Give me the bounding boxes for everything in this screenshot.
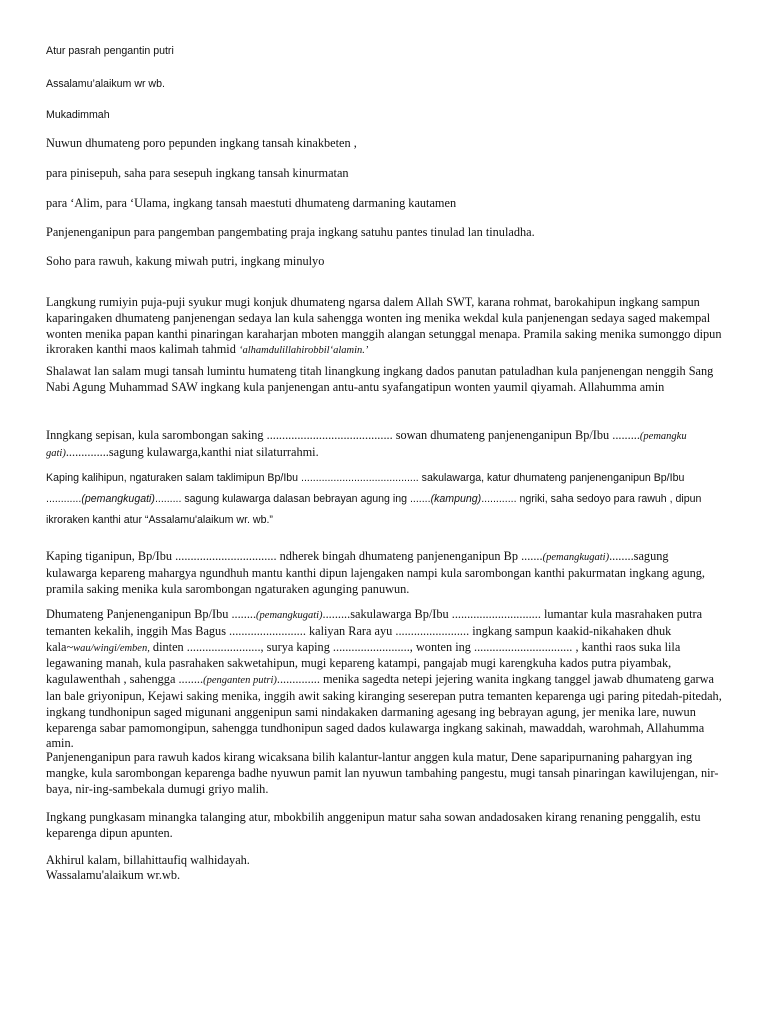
paragraph-text: Kaping kalihipun, ngaturaken salam taklimipun Bp/Ibu ........................................ sakulawarga, katur dhumateng panjenenganipun Bp/Ibu ............ [46,472,685,505]
paragraph-text: dinten ........................, surya kaping ........................., wonten ing ................................ , kanthi raos suka lila legawaning manah, kula pasrahaken sakwetahipun, mugi kepareng katampi, pangajab mugi karengkuha kados putra piyambak, kagulawenthah , sahengga ........ [46,639,681,687]
paragraph-text: ..............sagung kulawarga,kanthi niat silaturrahmi. [65,444,319,459]
paragraph-text: Langkung rumiyin puja-puji syukur mugi konjuk dhumateng ngarsa dalem Allah SWT, karana rohmat, barokahipun ingkang sampun kaparingaken dhumateng panjenengan sedaya lan kula sahengga wonten ing menika wekdal kula panjenengan sedaya saged makempal wonten menika papan kanthi pinaringan karaharjan mboten manggih alangan setunggal menapa. Pramila saking menika sumonggo dipun ikroraken kanthi maos kalimah tahmid [46,295,722,357]
paragraph-text: Kaping tiganipun, Bp/Ibu ................................. ndherek bingah dhumateng panjenenganipun Bp ....... [46,549,543,563]
italic-note: wau/wingi/emben, [73,642,150,654]
italic-note: (pemangku gati) [46,431,687,459]
italic-note: (pemangkugati) [81,493,155,505]
paragraph-text: ......... sagung kulawarga dalasan bebrayan agung ing ....... [154,493,431,505]
italic-note: (pemangkugati) [542,552,610,563]
greeting-line: para ‘Alim, para ‘Ulama, ingkang tansah maestuti dhumateng darmaning kautamen [46,196,457,210]
document-title: Atur pasrah pengantin putri [46,45,174,57]
greeting-line: para pinisepuh, saha para sesepuh ingkang tansah kinurmatan [46,166,349,180]
paragraph-praise [46,295,722,359]
paragraph-shalawat: Shalawat lan salam mugi tansah lumintu humateng titah linangkung ingkang dados panutan patuladhan kula panjenengan nenggih Sang Nabi Agung Muhammad SAW ingkang kula panjenengan antu-antu syafangatipun wonten yaumil qiyamah. Allahumma amin [46,364,714,394]
italic-note: (kampung) [430,493,482,505]
paragraph-text: .........sakulawarga Bp/Ibu ............................. lumantar kula masrahaken putra temanten kekalih, inggih Mas Bagus ......................... kaliyan Rara ayu ........................ ingkang sampun kaakid-nikahaken dhuk kala~ [46,607,703,654]
closing-line: Akhirul kalam, billahittaufiq walhidayah. [46,853,250,867]
greeting-line: Nuwun dhumateng poro pepunden ingkang tansah kinakbeten , [46,136,357,150]
greeting-line: Soho para rawuh, kakung miwah putri, ingkang minulyo [46,254,325,268]
paragraph-third [46,549,722,597]
italic-note: (penganten putri) [203,675,277,687]
italic-note: (pemangkugati) [256,610,323,621]
paragraph-text: Dhumateng Panjenenganipun Bp/Ibu ........ [46,607,257,621]
opening-salam: Assalamu’alaikum wr wb. [46,78,165,90]
paragraph-text: ........sagung kulawarga kepareng mahargya ngundhuh mantu kanthi dipun lajengaken nampi kula sarombongan kanthi pakurmatan ingkang agung, pramila saking menika kula sarombongan ngaturaken agunging panuwun. [46,549,705,596]
paragraph-second [46,468,722,531]
paragraph-text: ............ ngriki, saha sedoyo para rawuh , dipun ikroraken kanthi atur “Assalamu'alaikum wr. wb.” [46,493,702,526]
section-heading: Mukadimmah [46,109,110,121]
paragraph-handover [46,607,722,752]
paragraph-text: Inngkang sepisan, kula sarombongan saking ......................................... sowan dhumateng panjenenganipun Bp/Ibu ......... [46,428,640,442]
paragraph-text: .............. menika sagedta netepi jejering wanita ingkang tanggel jawab dhumateng garwa lan bale griyonipun, Kejawi saking menika, inggih awit saking kiranging seserepan putra temanten keparenga ugi paring pitedah-pitedah, ingkang tundhonipun saged migunani anggenipun sami nindakaken darmaning agesang ing bebrayan agung, jer menika lare, nuwun keparenga sabar pamomongipun, sahengga tundhonipun saged dados kulawarga ingkang sakinah, mawaddah, warohmah, Allahumma amin. [46,672,722,751]
tahmid-text: ‘alhamdulillahirobbil‘alamin.’ [238,345,369,357]
greeting-line: Panjenenganipun para pangemban pangembating praja ingkang satuhu pantes tinulad lan tinuladha. [46,225,535,239]
paragraph-first [46,428,722,462]
paragraph-apology: Ingkang pungkasam minangka talanging atur, mbokbilih anggenipun matur saha sowan andadosaken kirang renaning penggalih, estu keparenga dipun apunten. [46,810,701,840]
paragraph-farewell: Panjenenganipun para rawuh kados kirang wicaksana bilih kalantur-lantur anggen kula matur, Dene saparipurnaning pahargyan ing mangke, kula sarombongan keparenga badhe nyuwun pamit lan nyuwun tambahing pangestu, mugi tansah pinaringan kawilujengan, nir-baya, nir-ing-sambekala dumugi griyo malih. [46,750,719,796]
closing-line: Wassalamu'alaikum wr.wb. [46,868,181,882]
